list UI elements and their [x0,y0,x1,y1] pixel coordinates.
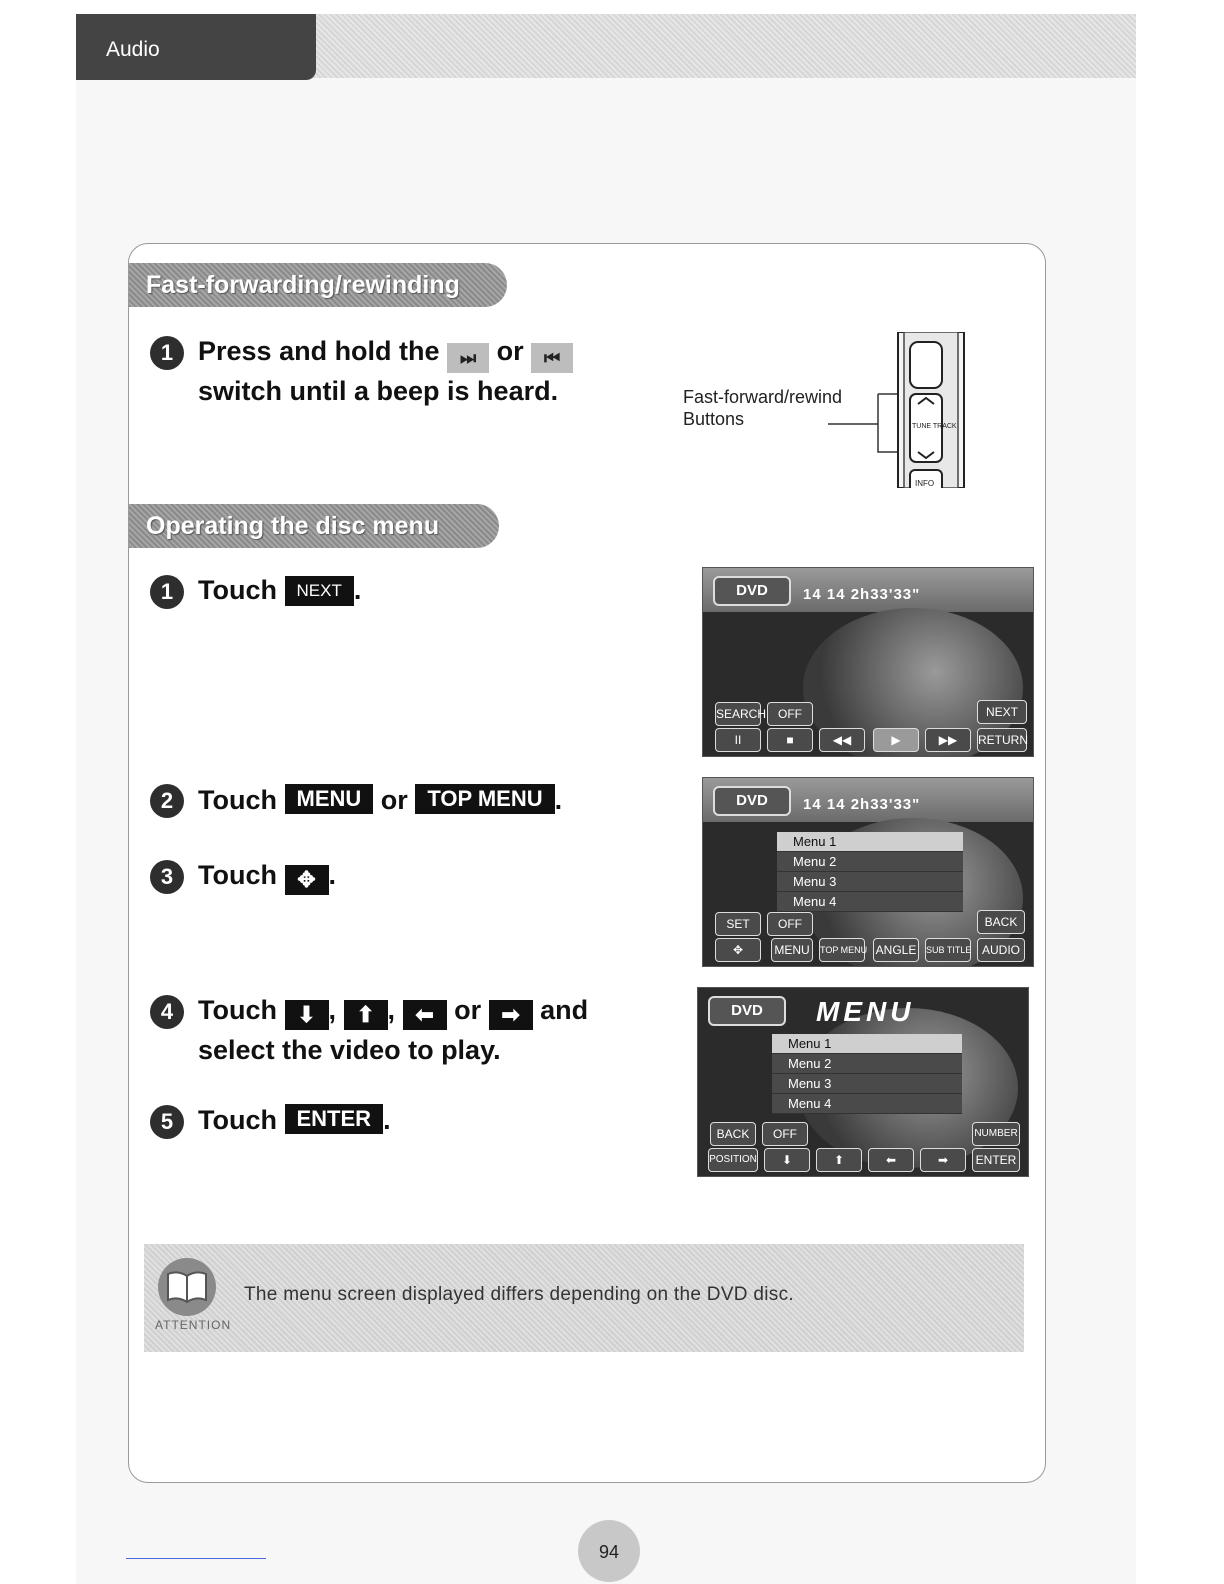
ff-step-line2: switch until a beep is heard. [198,376,559,406]
menu-title: MENU [816,996,915,1027]
off-button[interactable]: OFF [767,702,813,726]
cursor-down-button[interactable]: ⬇ [764,1148,810,1172]
arrow-right-icon: ➡ [489,1000,533,1030]
menu-button[interactable]: MENU [771,938,813,962]
title-chapter-time: 14 14 2h33'33" [803,796,921,813]
cursor-up-button[interactable]: ⬆ [816,1148,862,1172]
step-text: Touch [198,860,277,890]
dvd-badge: DVD [708,996,786,1026]
attention-box [144,1244,1024,1352]
ff-caption [683,386,842,430]
menu-item[interactable]: Menu 3 [777,872,963,892]
subtitle-button[interactable]: SUB TITLE [925,938,971,962]
dvd-menu-screen [702,777,1034,967]
back-button[interactable]: BACK [977,910,1025,934]
menu-step-3 [198,855,336,895]
step-number: 2 [150,784,184,818]
step-number: 1 [150,336,184,370]
dvd-badge: DVD [713,786,791,816]
step-text: Touch [198,995,277,1025]
set-button[interactable]: SET [715,912,761,936]
menu-step-4-line1 [198,990,588,1030]
section-title-fast-forward: Fast-forwarding/rewinding [129,263,507,307]
step-number: 1 [150,575,184,609]
menu-item[interactable]: Menu 2 [777,852,963,872]
section-title-disc-menu: Operating the disc menu [129,504,499,548]
arrow-up-icon: ⬆ [344,1000,388,1030]
stop-button[interactable]: ■ [767,728,813,752]
attention-label: ATTENTION [155,1318,232,1332]
period: . [353,575,362,605]
menu-button-label: MENU [285,784,374,814]
cursor-move-icon: ✥ [285,865,329,895]
search-button[interactable]: SEARCH [715,702,761,726]
cursor-move-button[interactable]: ✥ [715,938,761,962]
next-button[interactable]: NEXT [977,700,1027,724]
header-tab: Audio [76,14,316,80]
off-button[interactable]: OFF [767,912,813,936]
return-button[interactable]: RETURN [977,728,1027,752]
rewind-button[interactable]: ◀◀ [819,728,865,752]
track-up-switch-icon: ⏭ [447,343,489,373]
book-icon [158,1258,216,1316]
dvd-playback-screen [702,567,1034,757]
menu-step-2 [198,780,562,820]
dvd-menu-navigation-screen [697,987,1029,1177]
step-and: and [540,995,589,1025]
ff-caption-line2: Buttons [683,409,745,429]
enter-button[interactable]: ENTER [972,1148,1020,1172]
menu-item[interactable]: Menu 4 [772,1094,962,1114]
period: . [328,860,337,890]
ff-step-line1 [198,331,573,373]
back-button[interactable]: BACK [710,1122,756,1146]
dvd-badge: DVD [713,576,791,606]
menu-step-5 [198,1100,391,1140]
step-text: Touch [198,785,277,815]
title-chapter-time: 14 14 2h33'33" [803,586,921,603]
ff-caption-line1: Fast-forward/rewind [683,387,843,407]
enter-button-label: ENTER [285,1104,384,1134]
track-down-switch-icon: ⏮ [531,343,573,373]
disc-menu-list [777,832,963,912]
footer-rule [126,1558,266,1559]
comma: , [387,995,396,1025]
off-button[interactable]: OFF [762,1122,808,1146]
step-number: 4 [150,995,184,1029]
cursor-left-button[interactable]: ⬅ [868,1148,914,1172]
menu-step-1 [198,570,361,610]
step-or: or [380,785,408,815]
menu-item[interactable]: Menu 4 [777,892,963,912]
menu-item[interactable]: Menu 2 [772,1054,962,1074]
disc-menu-list [772,1034,962,1114]
play-button[interactable]: ▶ [873,728,919,752]
attention-text: The menu screen displayed differs depending on the DVD disc. [244,1284,794,1305]
steering-switch-illustration [820,332,970,488]
menu-item[interactable]: Menu 3 [772,1074,962,1094]
pause-button[interactable]: II [715,728,761,752]
menu-item[interactable]: Menu 1 [772,1034,962,1054]
tune-track-label: TUNE TRACK [912,423,957,430]
step-number: 5 [150,1105,184,1139]
audio-button[interactable]: AUDIO [977,938,1025,962]
step-text: Touch [198,575,277,605]
angle-button[interactable]: ANGLE [873,938,919,962]
menu-item[interactable]: Menu 1 [777,832,963,852]
fast-forward-button[interactable]: ▶▶ [925,728,971,752]
position-button[interactable]: POSITION [708,1148,758,1172]
top-menu-button[interactable]: TOP MENU [819,938,865,962]
top-menu-button-label: TOP MENU [415,784,554,814]
cursor-right-button[interactable]: ➡ [920,1148,966,1172]
comma: , [328,995,337,1025]
number-button[interactable]: NUMBER [972,1122,1020,1146]
step-text: Touch [198,1105,277,1135]
info-label: INFO [915,479,935,488]
page-number: 94 [578,1520,640,1582]
menu-step-4-line2: select the video to play. [198,1035,501,1065]
ff-step-or: or [496,336,524,366]
next-button-label: NEXT [285,576,354,606]
step-number: 3 [150,860,184,894]
step-or: or [454,995,482,1025]
ff-step-text-a: Press and hold the [198,336,440,366]
period: . [554,785,563,815]
arrow-down-icon: ⬇ [285,1000,329,1030]
arrow-left-icon: ⬅ [403,1000,447,1030]
period: . [383,1105,391,1135]
